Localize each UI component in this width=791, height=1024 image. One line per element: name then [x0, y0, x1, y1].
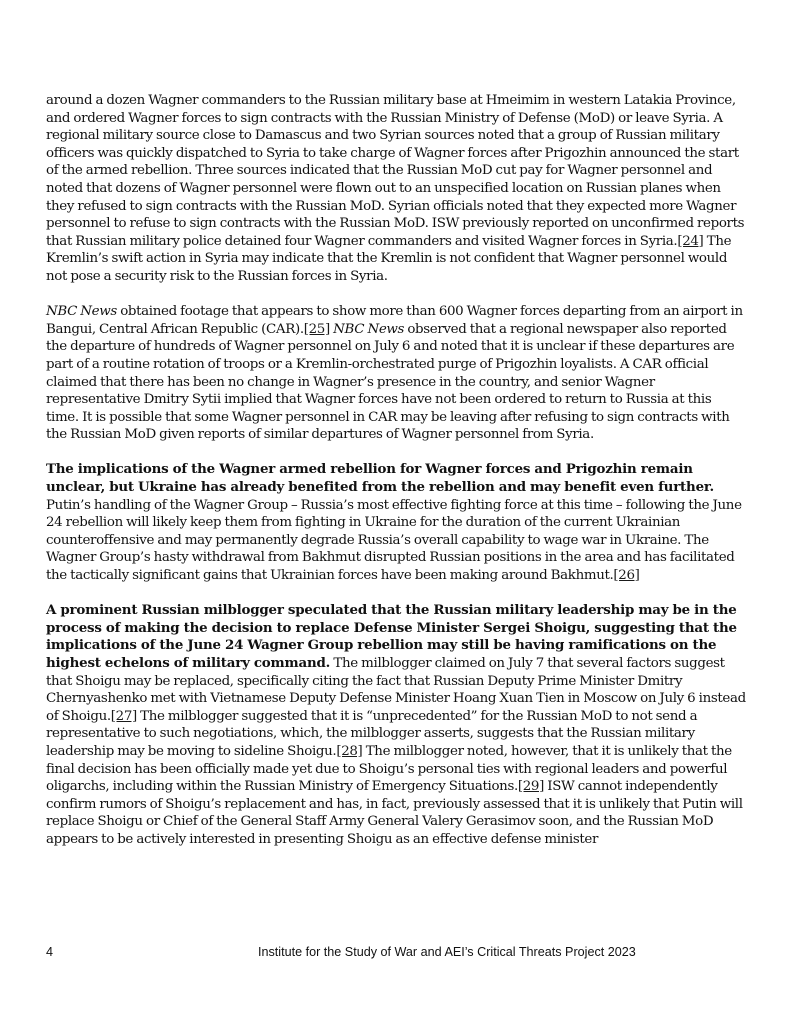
publication-name: NBC News [333, 321, 405, 337]
body-text: The milblogger suggested that it is “unprecedented” for the Russian MoD to not send a representative to such negotiations, which, the milblogger asserts, suggests that the Russian military leadership may be moving to sideline Shoigu. [46, 708, 698, 759]
page-footer [46, 945, 746, 963]
paragraph-implications [46, 461, 746, 584]
paragraph-syria [46, 92, 746, 286]
document-body [46, 92, 746, 866]
footer-credit: Institute for the Study of War and AEI’s Critical Threats Project 2023 [258, 945, 636, 959]
footnote-link-25[interactable]: [25] [303, 321, 330, 337]
footnote-link-26[interactable]: [26] [613, 568, 640, 584]
footnote-link-28[interactable]: [28] [336, 743, 363, 759]
lead-sentence: The implications of the Wagner armed rebellion for Wagner forces and Prigozhin remain unclear, but Ukraine has already benefited from the rebellion and may benefit even further. [46, 461, 714, 496]
paragraph-shoigu [46, 602, 746, 848]
footnote-link-24[interactable]: [24] [677, 233, 704, 249]
paragraph-car [46, 303, 746, 444]
body-text: ISW cannot independently confirm rumors of Shoigu’s replacement and has, in fact, previously assessed that it is unlikely that Putin will replace Shoigu or Chief of the General Staff Army General Valery Gerasimov soon, and the Russian MoD appears to be actively interested in presenting Shoigu as an effective defense minister [46, 779, 743, 847]
footnote-link-27[interactable]: [27] [110, 708, 137, 724]
body-text: observed that a regional newspaper also reported the departure of hundreds of Wagner personnel on July 6 and noted that it is unclear if these departures are part of a routine rotation of troops or a Kremlin-orchestrated purge of Prigozhin loyalists. A CAR official claimed that there has been no change in Wagner’s presence in the country, and senior Wagner representative Dmitry Sytii implied that Wagner forces have not been ordered to return to Russia at this time. It is possible that some Wagner personnel in CAR may be leaving after refusing to sign contracts with the Russian MoD given reports of similar departures of Wagner personnel from Syria. [46, 321, 735, 443]
body-text: Putin’s handling of the Wagner Group – Russia’s most effective fighting force at this time – following the June 24 rebellion will likely keep them from fighting in Ukraine for the duration of the current Ukrainian counteroffensive and may permanently degrade Russia’s overall capability to wage war in Ukraine. The Wagner Group’s hasty withdrawal from Bakhmut disrupted Russian positions in the area and has facilitated the tactically significant gains that Ukrainian forces have been making around Bakhmut. [46, 497, 742, 584]
body-text: The milblogger claimed on July 7 that several factors suggest that Shoigu may be replaced, specifically citing the fact that Russian Deputy Prime Minister Dmitry Chernyashenko met with Vietnamese Deputy Defense Minister Hoang Xuan Tien in Moscow on July 6 instead of Shoigu. [46, 656, 746, 724]
body-text: obtained footage that appears to show more than 600 Wagner forces departing from an airport in Bangui, Central African Republic (CAR). [46, 304, 743, 337]
body-text: around a dozen Wagner commanders to the Russian military base at Hmeimim in western Latakia Province, and ordered Wagner forces to sign contracts with the Russian Ministry of Defense (MoD) or leave Syria. A regional military source close to Damascus and two Syrian sources noted that a group of Russian military officers was quickly dispatched to Syria to take charge of Wagner forces after Prigozhin announced the start of the armed rebellion. Three sources indicated that the Russian MoD cut pay for Wagner personnel and noted that dozens of Wagner personnel were flown out to an unspecified location on Russian planes when they refused to sign contracts with the Russian MoD. Syrian officials noted that they expected more Wagner personnel to refuse to sign contracts with the Russian MoD. ISW previously reported on unconfirmed reports that Russian military police detained four Wagner commanders and visited Wagner forces in Syria. [46, 93, 745, 249]
page-number: 4 [46, 945, 54, 959]
body-text: The milblogger noted, however, that it is unlikely that the final decision has been officially made yet due to Shoigu’s personal ties with regional leaders and powerful oligarchs, including within the Russian Ministry of Emergency Situations. [46, 743, 732, 795]
body-text: The Kremlin’s swift action in Syria may indicate that the Kremlin is not confident that Wagner personnel would not pose a security risk to the Russian forces in Syria. [46, 233, 732, 284]
publication-name: NBC News [46, 304, 117, 320]
footnote-link-29[interactable]: [29] [517, 779, 544, 795]
lead-sentence: A prominent Russian milblogger speculated that the Russian military leadership may be in the process of making the decision to replace Defense Minister Sergei Shoigu, suggesting that the implications of the June 24 Wagner Group rebellion may still be having ramifications on the highest echelons of military command. [46, 602, 737, 671]
